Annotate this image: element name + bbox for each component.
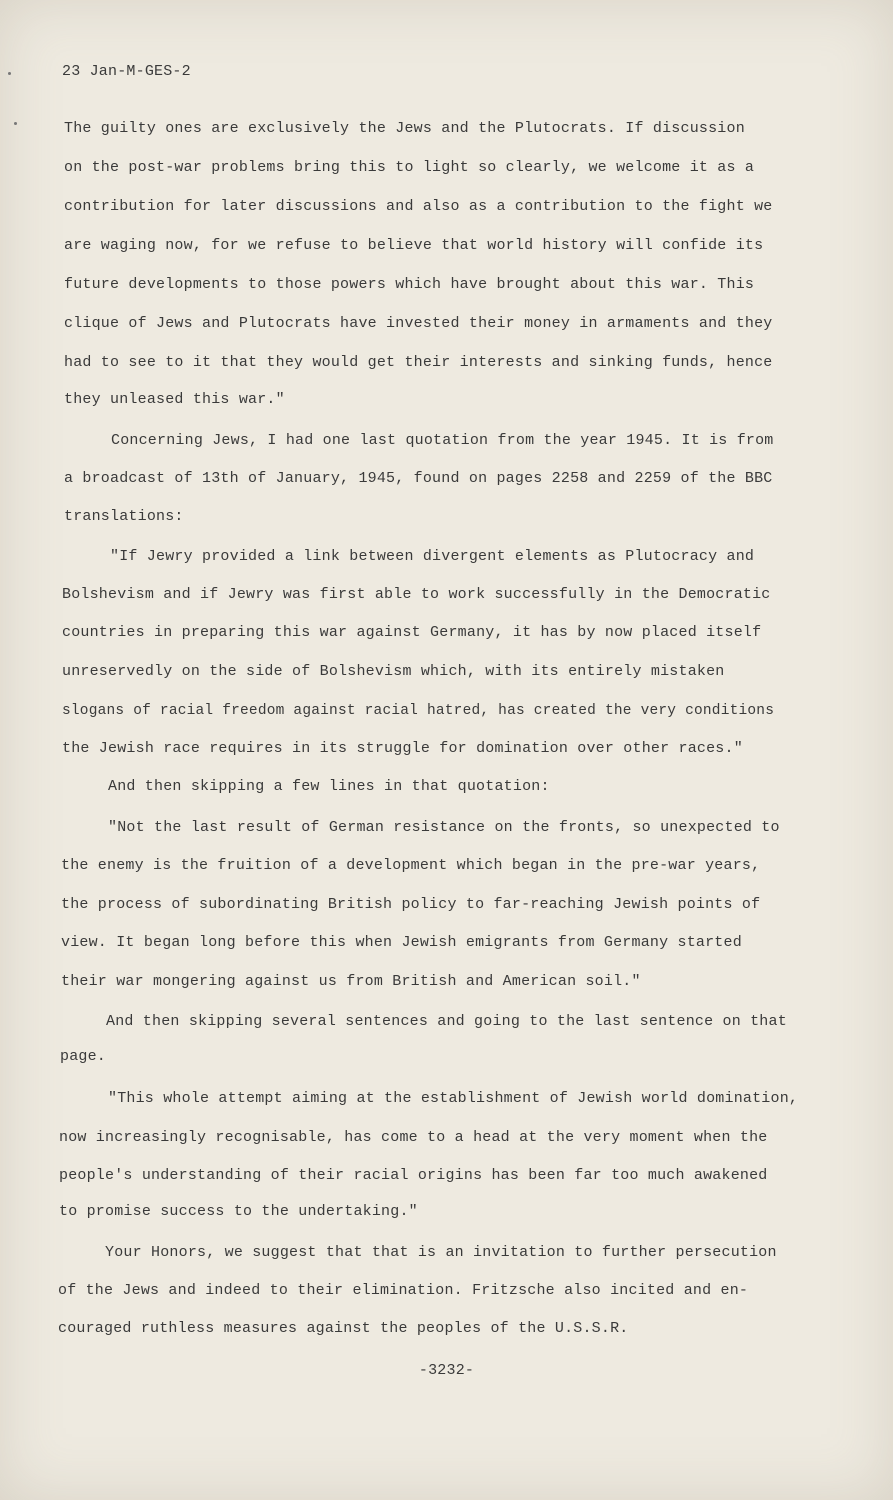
margin-mark xyxy=(14,122,17,125)
text-line: on the post-war problems bring this to light so clearly, we welcome it as a xyxy=(64,159,755,176)
text-line: "Not the last result of German resistance on the fronts, so unexpected to xyxy=(108,819,780,836)
text-line: of the Jews and indeed to their elimination. Fritzsche also incited and en- xyxy=(58,1282,749,1299)
text-line: page. xyxy=(60,1048,107,1065)
page-number: -3232- xyxy=(418,1362,475,1379)
text-line: slogans of racial freedom against racial hatred, has created the very conditions xyxy=(62,703,775,719)
text-line: countries in preparing this war against Germany, it has by now placed itself xyxy=(62,624,762,641)
text-line: the Jewish race requires in its struggle for domination over other races." xyxy=(62,740,743,757)
text-line: to promise success to the undertaking." xyxy=(59,1203,418,1220)
text-line: "If Jewry provided a link between divergent elements as Plutocracy and xyxy=(110,548,755,565)
document-reference: 23 Jan-M-GES-2 xyxy=(62,63,191,80)
text-line: a broadcast of 13th of January, 1945, found on pages 2258 and 2259 of the BBC xyxy=(64,470,773,487)
text-line: contribution for later discussions and also as a contribution to the fight we xyxy=(64,198,773,215)
text-line: people's understanding of their racial origins has been far too much awakened xyxy=(59,1167,768,1184)
text-line: are waging now, for we refuse to believe that world history will confide its xyxy=(64,237,764,254)
text-line: couraged ruthless measures against the peoples of the U.S.S.R. xyxy=(58,1320,629,1337)
text-line: Your Honors, we suggest that that is an invitation to further persecution xyxy=(105,1244,777,1261)
text-line: the enemy is the fruition of a development which began in the pre-war years, xyxy=(61,857,761,874)
text-line: unreservedly on the side of Bolshevism which, with its entirely mistaken xyxy=(62,663,725,680)
text-line: And then skipping several sentences and going to the last sentence on that xyxy=(106,1013,787,1030)
text-line: now increasingly recognisable, has come to a head at the very moment when the xyxy=(59,1129,768,1146)
text-line: translations: xyxy=(64,508,184,525)
text-line: And then skipping a few lines in that quotation: xyxy=(108,778,550,795)
text-line: Bolshevism and if Jewry was first able to work successfully in the Democratic xyxy=(62,586,771,603)
text-line: Concerning Jews, I had one last quotation from the year 1945. It is from xyxy=(111,432,774,449)
text-line: the process of subordinating British policy to far-reaching Jewish points of xyxy=(61,896,761,913)
text-line: clique of Jews and Plutocrats have invested their money in armaments and they xyxy=(64,315,773,332)
text-line: future developments to those powers which have brought about this war. This xyxy=(64,276,755,293)
margin-mark xyxy=(8,72,11,75)
text-line: "This whole attempt aiming at the establishment of Jewish world domination, xyxy=(108,1090,799,1107)
text-line: their war mongering against us from British and American soil." xyxy=(61,973,641,990)
text-line: view. It began long before this when Jewish emigrants from Germany started xyxy=(61,934,742,951)
text-line: they unleased this war." xyxy=(64,391,285,408)
text-line: had to see to it that they would get their interests and sinking funds, hence xyxy=(64,354,773,371)
text-line: The guilty ones are exclusively the Jews and the Plutocrats. If discussion xyxy=(64,120,745,137)
